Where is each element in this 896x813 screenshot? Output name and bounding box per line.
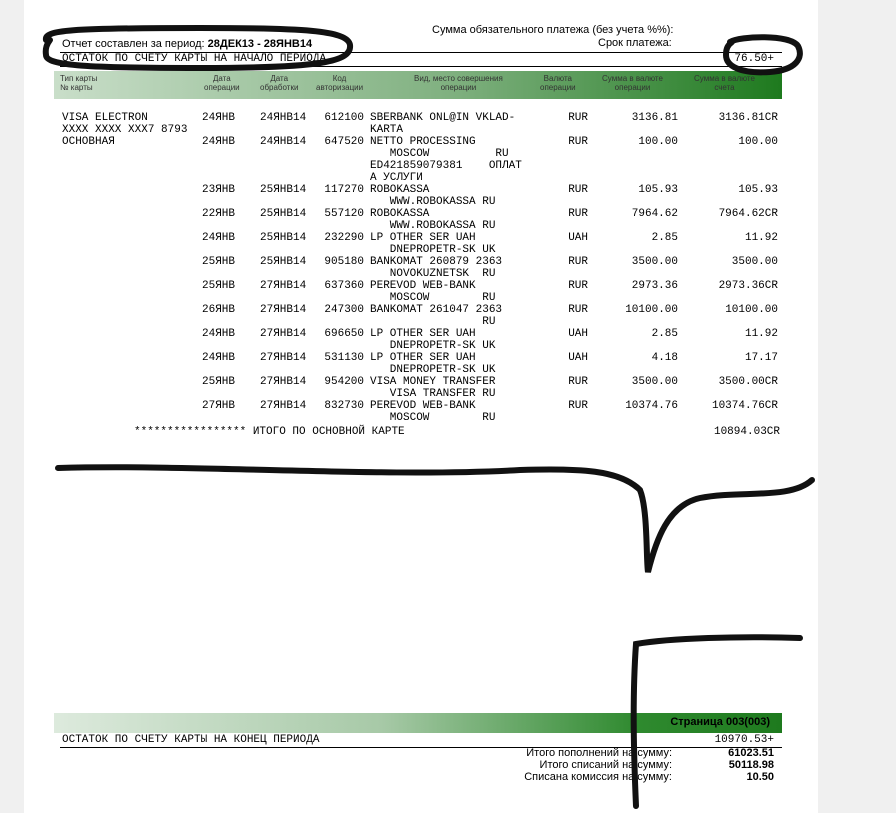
- statement-page: [24, 0, 818, 813]
- opening-balance-value: 76.50+: [734, 53, 774, 65]
- description-line: LP OTHER SER UAH: [370, 232, 476, 244]
- description-line: RU: [370, 316, 496, 328]
- amount-account: 17.17: [744, 352, 778, 364]
- currency: UAH: [568, 232, 588, 244]
- auth-code: 647520: [324, 136, 364, 148]
- description-line: WWW.ROBOKASSA RU: [370, 196, 496, 208]
- table-row: [24, 352, 818, 376]
- currency: UAH: [568, 328, 588, 340]
- closing-balance-value: 10970.53+: [714, 734, 774, 746]
- auth-code: 232290: [324, 232, 364, 244]
- page-number: Страница 003(003): [670, 716, 770, 728]
- operation-date: 24ЯНВ: [202, 112, 236, 124]
- auth-code: 832730: [324, 400, 364, 412]
- summary-value: 50118.98: [728, 759, 774, 771]
- auth-code: 557120: [324, 208, 364, 220]
- processing-date: 27ЯНВ14: [260, 352, 307, 364]
- operation-description: [370, 328, 495, 352]
- processing-date: 27ЯНВ14: [260, 280, 307, 292]
- mandatory-payment-label: Сумма обязательного платежа (без учета %%):: [432, 24, 674, 36]
- amount-account: 2973.36CR: [718, 280, 778, 292]
- amount-account: 7964.62CR: [718, 208, 778, 220]
- description-line: MOSCOW RU: [370, 148, 509, 160]
- description-line: LP OTHER SER UAH: [370, 328, 476, 340]
- description-line: NOVOKUZNETSK RU: [370, 268, 496, 280]
- amount-operation: 2973.36: [631, 280, 678, 292]
- operation-description: [370, 136, 522, 184]
- table-row: [24, 256, 818, 280]
- table-row: [24, 400, 818, 424]
- amount-account: 100.00: [738, 136, 778, 148]
- card-number: XXXX XXXX XXX7 8793: [62, 124, 188, 136]
- amount-account: 10374.76CR: [711, 400, 778, 412]
- column-header: Код авторизации: [316, 74, 364, 92]
- amount-operation: 10374.76: [625, 400, 678, 412]
- currency: RUR: [568, 136, 588, 148]
- operation-date: 25ЯНВ: [202, 376, 236, 388]
- processing-date: 27ЯНВ14: [260, 328, 307, 340]
- due-date-label: Срок платежа:: [598, 37, 672, 49]
- amount-operation: 3500.00: [631, 376, 678, 388]
- processing-date: 27ЯНВ14: [260, 376, 307, 388]
- auth-code: 247300: [324, 304, 364, 316]
- operation-date: 23ЯНВ: [202, 184, 236, 196]
- report-period: [62, 38, 312, 50]
- total-value: 10894.03CR: [713, 426, 780, 438]
- operation-description: [370, 184, 495, 208]
- amount-account: 3136.81CR: [718, 112, 778, 124]
- description-line: ROBOKASSA: [370, 208, 430, 220]
- operation-date: 24ЯНВ: [202, 136, 236, 148]
- processing-date: 25ЯНВ14: [260, 208, 307, 220]
- amount-operation: 7964.62: [631, 208, 678, 220]
- description-line: MOSCOW RU: [370, 412, 496, 424]
- description-line: WWW.ROBOKASSA RU: [370, 220, 496, 232]
- operation-description: [370, 208, 495, 232]
- column-header: Сумма в валюте счета: [694, 74, 755, 92]
- column-header: Вид, место совершения операции: [414, 74, 503, 92]
- currency: RUR: [568, 304, 588, 316]
- currency: RUR: [568, 208, 588, 220]
- table-row: [24, 232, 818, 256]
- total-label: ***************** ИТОГО ПО ОСНОВНОЙ КАРТЕ: [134, 426, 405, 438]
- operation-description: [370, 352, 495, 376]
- column-header: Валюта операции: [540, 74, 576, 92]
- amount-operation: 4.18: [651, 352, 678, 364]
- table-row: [24, 304, 818, 328]
- amount-operation: 100.00: [638, 136, 678, 148]
- description-line: VISA TRANSFER RU: [370, 388, 496, 400]
- amount-account: 105.93: [738, 184, 778, 196]
- operation-date: 22ЯНВ: [202, 208, 236, 220]
- description-line: PEREVOD WEB-BANK: [370, 400, 476, 412]
- summary-value: 61023.51: [728, 747, 774, 759]
- processing-date: 27ЯНВ14: [260, 304, 307, 316]
- operation-description: [370, 304, 502, 328]
- currency: RUR: [568, 376, 588, 388]
- operation-date: 24ЯНВ: [202, 328, 236, 340]
- currency: UAH: [568, 352, 588, 364]
- page-bar: [54, 713, 782, 733]
- description-line: BANKOMAT 261047 2363: [370, 304, 503, 316]
- amount-operation: 2.85: [651, 328, 678, 340]
- operation-date: 26ЯНВ: [202, 304, 236, 316]
- table-row: [24, 328, 818, 352]
- amount-operation: 3136.81: [631, 112, 678, 124]
- description-line: DNEPROPETR-SK UK: [370, 340, 496, 352]
- summary-label: Итого пополнений на сумму:: [526, 747, 672, 759]
- column-header: Сумма в валюте операции: [602, 74, 663, 92]
- auth-code: 696650: [324, 328, 364, 340]
- auth-code: 531130: [324, 352, 364, 364]
- operation-description: [370, 280, 495, 304]
- processing-date: 25ЯНВ14: [260, 256, 307, 268]
- card-type: VISA ELECTRON: [62, 112, 148, 124]
- opening-balance-label: ОСТАТОК ПО СЧЕТУ КАРТЫ НА НАЧАЛО ПЕРИОДА: [62, 53, 327, 65]
- operation-date: 24ЯНВ: [202, 352, 236, 364]
- summary-label: Итого списаний на сумму:: [539, 759, 672, 771]
- table-row: [24, 184, 818, 208]
- amount-account: 11.92: [744, 232, 778, 244]
- description-line: DNEPROPETR-SK UK: [370, 244, 496, 256]
- auth-code: 905180: [324, 256, 364, 268]
- amount-operation: 3500.00: [631, 256, 678, 268]
- amount-account: 3500.00: [731, 256, 778, 268]
- description-line: ROBOKASSA: [370, 184, 430, 196]
- currency: RUR: [568, 184, 588, 196]
- auth-code: 117270: [324, 184, 364, 196]
- operation-description: [370, 400, 495, 424]
- operation-description: [370, 232, 495, 256]
- processing-date: 27ЯНВ14: [260, 400, 307, 412]
- operation-description: [370, 112, 515, 136]
- period-label: Отчет составлен за период:: [62, 38, 205, 50]
- divider: [60, 66, 782, 67]
- currency: RUR: [568, 256, 588, 268]
- summary-value: 10.50: [746, 771, 774, 783]
- operation-date: 27ЯНВ: [202, 400, 236, 412]
- amount-account: 10100.00: [725, 304, 778, 316]
- period-value: 28ДЕК13 - 28ЯНВ14: [207, 38, 313, 50]
- currency: RUR: [568, 112, 588, 124]
- column-header: Дата операции: [204, 74, 240, 92]
- closing-balance-label: ОСТАТОК ПО СЧЕТУ КАРТЫ НА КОНЕЦ ПЕРИОДА: [62, 734, 320, 746]
- table-row: [24, 376, 818, 400]
- processing-date: 24ЯНВ14: [260, 136, 307, 148]
- operation-date: 24ЯНВ: [202, 232, 236, 244]
- column-header: Тип карты № карты: [60, 74, 98, 92]
- processing-date: 25ЯНВ14: [260, 184, 307, 196]
- column-header: Дата обработки: [260, 74, 299, 92]
- description-line: MOSCOW RU: [370, 292, 496, 304]
- amount-operation: 105.93: [638, 184, 678, 196]
- operation-date: 25ЯНВ: [202, 256, 236, 268]
- description-line: BANKOMAT 260879 2363: [370, 256, 503, 268]
- processing-date: 24ЯНВ14: [260, 112, 307, 124]
- description-line: А УСЛУГИ: [370, 172, 423, 184]
- description-line: PEREVOD WEB-BANK: [370, 280, 476, 292]
- amount-account: 3500.00CR: [718, 376, 778, 388]
- table-header: [54, 71, 782, 99]
- summary-label: Списана комиссия на сумму:: [524, 771, 672, 783]
- description-line: KARTA: [370, 124, 404, 136]
- amount-operation: 10100.00: [625, 304, 678, 316]
- auth-code: 637360: [324, 280, 364, 292]
- table-row: [24, 280, 818, 304]
- amount-operation: 2.85: [651, 232, 678, 244]
- description-line: NETTO PROCESSING: [370, 136, 476, 148]
- operation-description: [370, 256, 502, 280]
- table-row: [24, 208, 818, 232]
- table-row: [24, 136, 818, 184]
- amount-account: 11.92: [744, 328, 778, 340]
- currency: RUR: [568, 400, 588, 412]
- operation-description: [370, 376, 495, 400]
- description-line: ED421859079381 ОПЛАТ: [370, 160, 522, 172]
- description-line: VISA MONEY TRANSFER: [370, 376, 496, 388]
- card-kind: ОСНОВНАЯ: [62, 136, 115, 148]
- description-line: LP OTHER SER UAH: [370, 352, 476, 364]
- auth-code: 954200: [324, 376, 364, 388]
- description-line: DNEPROPETR-SK UK: [370, 364, 496, 376]
- description-line: SBERBANK ONL@IN VKLAD-: [370, 112, 516, 124]
- auth-code: 612100: [324, 112, 364, 124]
- operation-date: 25ЯНВ: [202, 280, 236, 292]
- processing-date: 25ЯНВ14: [260, 232, 307, 244]
- currency: RUR: [568, 280, 588, 292]
